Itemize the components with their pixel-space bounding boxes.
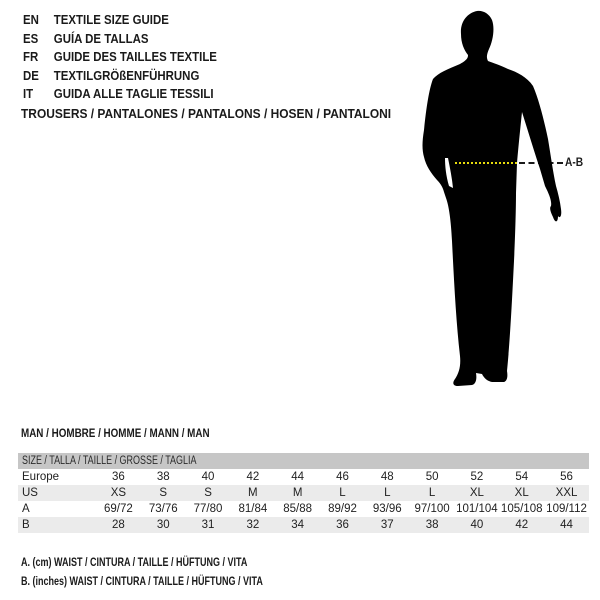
table-cell: 93/96 [372,503,402,515]
table-cell: 42 [246,471,260,483]
table-cell: 31 [201,519,215,531]
table-cell: 36 [336,519,349,531]
table-cell: 109/112 [546,503,587,515]
table-cell: 50 [425,471,439,483]
table-cell: 40 [201,471,215,483]
table-row-us [18,485,589,501]
language-label: TEXTILGRÖßENFÜHRUNG [53,67,200,83]
table-cell: 46 [336,471,349,483]
measurement-notes [21,553,343,590]
table-cell: L [384,487,391,499]
note-a: A. (cm) WAIST / CINTURA / TAILLE / HÜFTUNG / VITA [21,555,248,569]
table-cell: 30 [156,519,170,531]
language-list [23,11,243,104]
table-cell: S [204,487,212,499]
table-cell: S [159,487,168,499]
table-cell: M [248,487,258,499]
language-label: GUIDA ALLE TAGLIE TESSILI [53,86,214,101]
table-row-b-inches [18,517,589,533]
table-row-a-cm [18,501,589,517]
language-code: IT [23,86,34,101]
table-cell: 37 [380,519,394,531]
language-row-it [23,85,243,104]
table-cell: 36 [112,471,125,483]
table-cell: 101/104 [456,503,498,515]
table-cell: 42 [515,519,529,531]
table-cell: 38 [425,519,439,531]
language-row-en [23,11,243,30]
table-cell: L [428,487,436,499]
language-code: FR [23,49,39,64]
table-row-europe [18,469,589,485]
language-code: DE [23,67,39,83]
language-row-es [23,30,243,49]
measure-label: A-B [565,155,584,169]
man-silhouette [405,0,600,400]
table-cell: 38 [156,471,170,483]
table-cell: 34 [291,519,305,531]
table-cell: 44 [560,519,573,531]
table-cell: 56 [560,471,573,483]
language-label: TEXTILE SIZE GUIDE [53,12,169,27]
table-cell: 69/72 [104,503,133,515]
table-cell: XL [469,487,484,499]
language-label: GUIDE DES TAILLES TEXTILE [53,49,217,64]
garment-title: TROUSERS / PANTALONES / PANTALONS / HOSEN / PANTALONI [21,106,392,121]
row-label: B [22,519,30,531]
table-cell: XL [514,487,529,499]
table-cell: XS [110,487,127,499]
table-cell: 105/108 [500,503,543,515]
table-cell: 85/88 [283,503,313,515]
language-row-fr [23,48,243,67]
row-label: US [22,487,38,499]
table-cell: 81/84 [238,503,268,515]
table-cell: 54 [515,471,529,483]
table-cell: 77/80 [193,503,223,515]
table-cell: M [292,487,303,499]
language-code: EN [23,12,39,27]
language-label: GUÍA DE TALLAS [53,30,149,46]
size-table-header: SIZE / TALLA / TAILLE / GRÖSSE / TAGLIA [18,453,589,469]
table-cell: 40 [470,519,484,531]
table-cell: L [339,487,346,499]
measure-line-dotted [455,162,517,164]
table-cell: 32 [246,519,260,531]
row-label: A [22,503,30,515]
row-label: Europe [22,471,60,483]
table-cell: 73/76 [148,503,178,515]
language-code: ES [23,30,39,46]
table-cell: 48 [380,471,394,483]
size-table [18,453,589,533]
table-cell: XXL [555,487,578,499]
table-cell: 28 [112,519,125,531]
section-title: MAN / HOMBRE / HOMME / MANN / MAN [21,426,210,440]
note-b: B. (inches) WAIST / CINTURA / TAILLE / HÜFTUNG / VITA [21,573,263,588]
table-cell: 44 [291,471,305,483]
table-cell: 89/92 [328,503,357,515]
table-cell: 97/100 [414,503,450,515]
language-row-de [23,67,243,86]
table-cell: 52 [470,471,484,483]
